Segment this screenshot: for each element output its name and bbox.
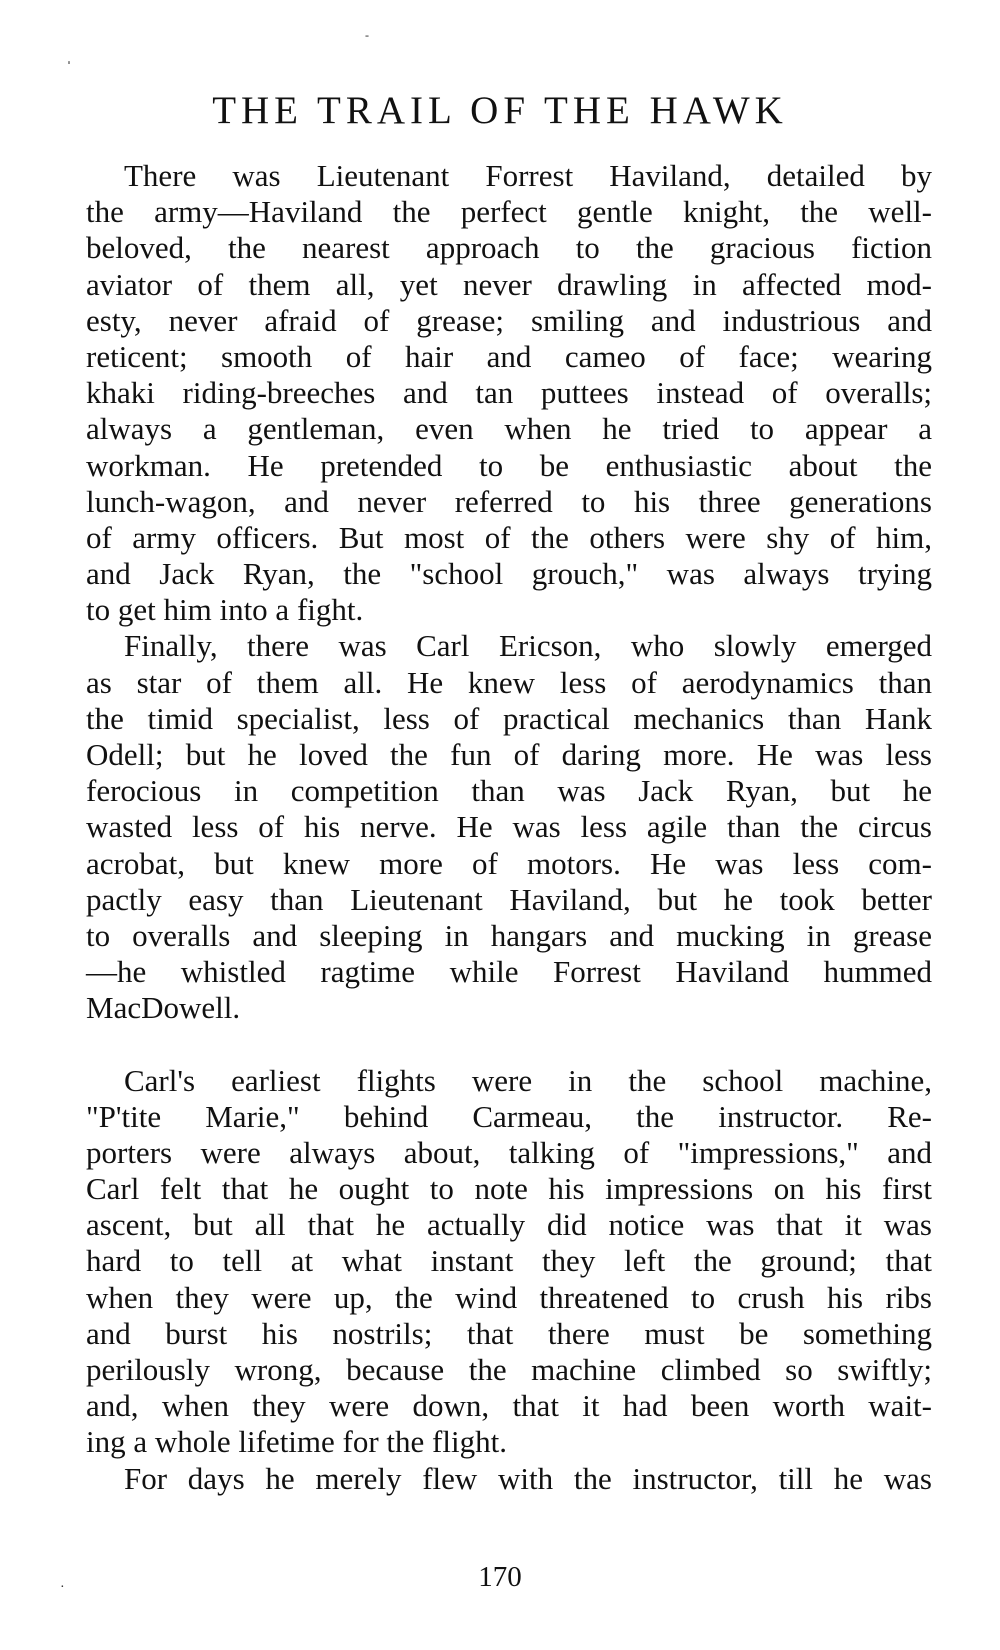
text-line: hard to tell at what instant they left the ground; that bbox=[86, 1243, 932, 1279]
text-line: ferocious in competition than was Jack Ryan, but he bbox=[86, 773, 932, 809]
text-line: There was Lieutenant Forrest Haviland, detailed by bbox=[124, 158, 932, 193]
scan-speck: - bbox=[365, 28, 369, 42]
running-title: THE TRAIL OF THE HAWK bbox=[212, 89, 788, 132]
text-line: and Jack Ryan, the "school grouch," was always trying bbox=[86, 556, 932, 592]
text-line: of army officers. But most of the others were shy of him, bbox=[86, 519, 932, 555]
text-line: always a gentleman, even when he tried to appear a bbox=[86, 411, 932, 447]
text-line: and, when they were down, that it had been worth wait- bbox=[86, 1388, 932, 1424]
text-line: porters were always about, talking of "impressions," and bbox=[86, 1134, 932, 1170]
paragraph bbox=[86, 1461, 932, 1497]
text-line: For days he merely flew with the instructor, till he was bbox=[124, 1460, 932, 1496]
text-line: ing a whole lifetime for the flight. bbox=[86, 1424, 507, 1460]
text-line: Odell; but he loved the fun of daring more. He was less bbox=[86, 737, 932, 772]
body-text bbox=[86, 158, 932, 1497]
scan-speck: ˌ bbox=[66, 44, 72, 64]
text-line: reticent; smooth of hair and cameo of face; wearing bbox=[86, 338, 932, 374]
text-line: Carl's earliest flights were in the school machine, bbox=[124, 1062, 932, 1098]
text-line: MacDowell. bbox=[86, 990, 241, 1026]
paragraph bbox=[86, 628, 932, 1026]
text-line: the army—Haviland the perfect gentle knight, the well- bbox=[86, 194, 932, 230]
section-break bbox=[86, 1027, 932, 1063]
text-line: Finally, there was Carl Ericson, who slowly emerged bbox=[124, 628, 932, 664]
text-line: perilously wrong, because the machine climbed so swiftly; bbox=[86, 1352, 932, 1387]
text-line: khaki riding-breeches and tan puttees instead of overalls; bbox=[86, 375, 932, 411]
text-line: —he whistled ragtime while Forrest Haviland hummed bbox=[86, 954, 932, 990]
text-line: and burst his nostrils; that there must be something bbox=[86, 1315, 932, 1351]
text-line: aviator of them all, yet never drawling in affected mod- bbox=[86, 266, 932, 302]
text-line: as star of them all. He knew less of aerodynamics than bbox=[86, 664, 932, 700]
text-line: esty, never afraid of grease; smiling and industrious and bbox=[86, 302, 932, 338]
text-line: workman. He pretended to be enthusiastic about the bbox=[86, 447, 932, 483]
text-line: the timid specialist, less of practical mechanics than Hank bbox=[86, 700, 932, 736]
text-line: "P'tite Marie," behind Carmeau, the instructor. Re- bbox=[86, 1098, 932, 1134]
text-line: wasted less of his nerve. He was less agile than the circus bbox=[86, 809, 932, 845]
text-line: to overalls and sleeping in hangars and mucking in grease bbox=[86, 917, 932, 953]
paragraph bbox=[86, 1063, 932, 1461]
text-line: Carl felt that he ought to note his impressions on his first bbox=[86, 1171, 932, 1207]
scan-speck: · bbox=[60, 1580, 65, 1595]
paragraph bbox=[86, 158, 932, 628]
text-line: acrobat, but knew more of motors. He was less com- bbox=[86, 845, 932, 881]
text-line: to get him into a fight. bbox=[86, 592, 364, 628]
text-line: when they were up, the wind threatened to crush his ribs bbox=[86, 1279, 932, 1315]
text-line: pactly easy than Lieutenant Haviland, but he took better bbox=[86, 881, 932, 917]
text-line: lunch-wagon, and never referred to his three generations bbox=[86, 483, 932, 519]
text-line: beloved, the nearest approach to the gracious fiction bbox=[86, 230, 932, 266]
text-line: ascent, but all that he actually did notice was that it was bbox=[86, 1207, 932, 1243]
page-number: 170 bbox=[478, 1561, 522, 1593]
